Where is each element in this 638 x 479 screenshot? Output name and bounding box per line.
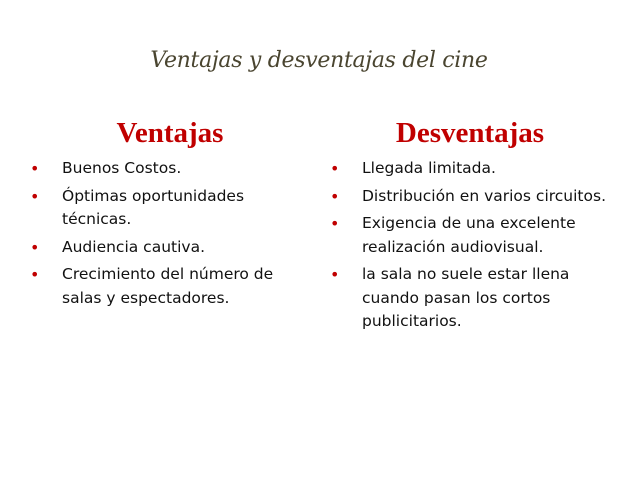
advantages-heading: Ventajas	[116, 117, 224, 149]
list-item	[330, 185, 610, 209]
list-item-text: Distribución en varios circuitos.	[362, 186, 606, 205]
bullet-icon: •	[330, 186, 340, 206]
advantages-column	[30, 113, 310, 314]
list-item	[30, 263, 310, 310]
list-item-text: Buenos Costos.	[62, 159, 182, 177]
list-item	[30, 236, 310, 260]
disadvantages-list	[330, 157, 610, 334]
list-item-text: la sala no suele estar llena cuando pasan los cortos publicitarios.	[362, 265, 570, 330]
bullet-icon: •	[30, 265, 40, 284]
bullet-icon: •	[30, 159, 40, 178]
list-item	[330, 157, 610, 181]
bullet-icon: •	[330, 214, 340, 233]
bullet-icon: •	[330, 265, 340, 284]
list-item-text: Crecimiento del número de salas y espectadores.	[62, 265, 274, 307]
list-item-text: Llegada limitada.	[362, 159, 496, 177]
bullet-icon: •	[30, 186, 40, 206]
slide-title: Ventajas y desventajas del cine	[150, 48, 488, 73]
bullet-icon: •	[330, 159, 340, 178]
list-item	[30, 157, 310, 181]
list-item	[330, 263, 610, 334]
list-item-text: Audiencia cautiva.	[62, 237, 206, 256]
disadvantages-heading: Desventajas	[395, 117, 545, 149]
disadvantages-column	[330, 113, 610, 338]
list-item-text: Óptimas oportunidades técnicas.	[62, 186, 245, 228]
advantages-list	[30, 157, 310, 310]
list-item	[30, 185, 310, 232]
list-item-text: Exigencia de una excelente realización audiovisual.	[362, 214, 576, 256]
bullet-icon: •	[30, 237, 40, 257]
list-item	[330, 212, 610, 259]
